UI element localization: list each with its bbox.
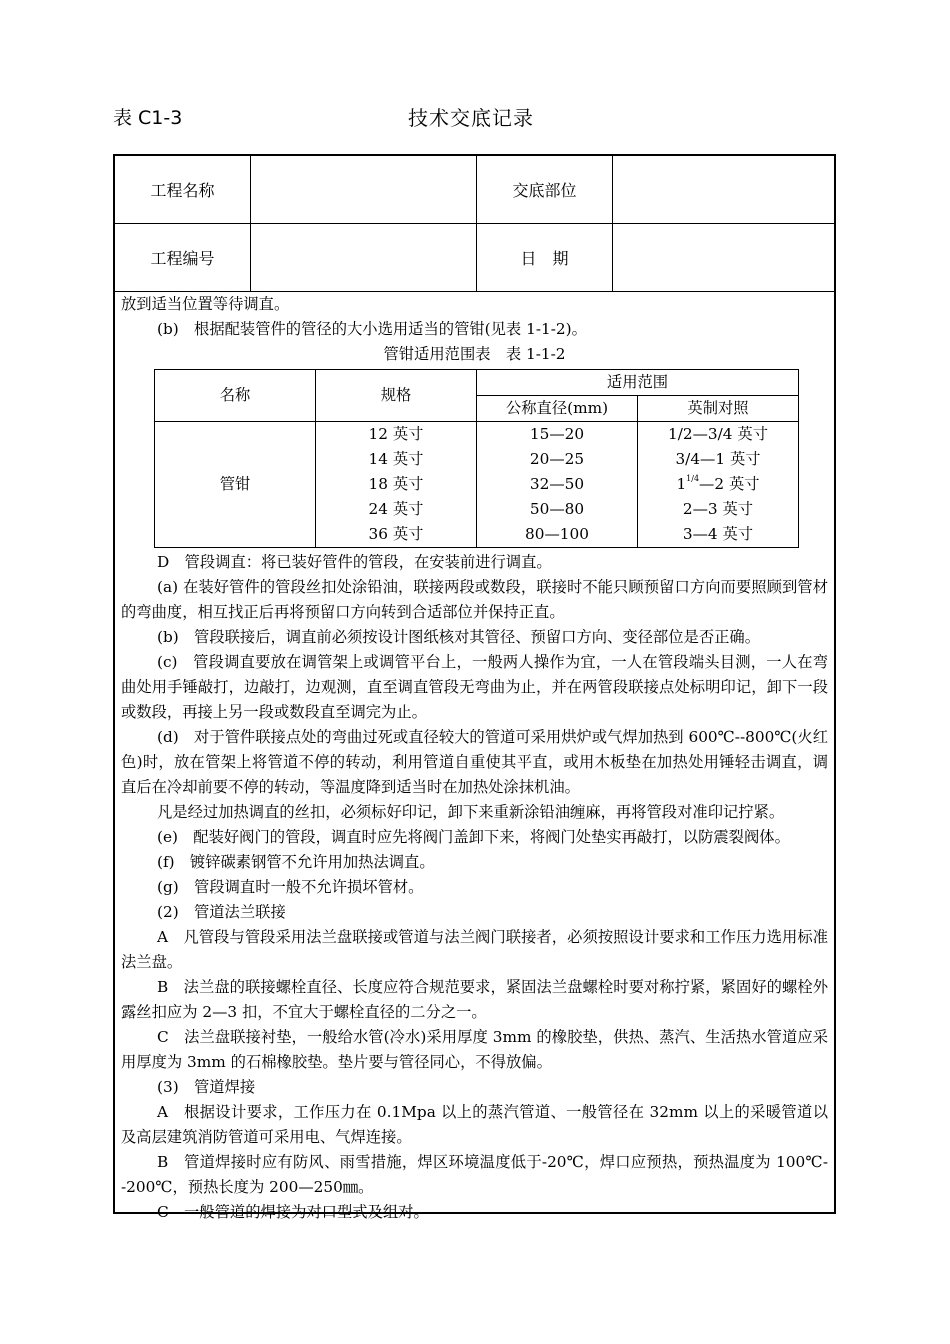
content-area	[115, 292, 834, 1225]
record-frame	[113, 154, 836, 1221]
table-caption: 管钳适用范围表 表 1-1-2	[383, 345, 566, 363]
paragraph: 凡是经过加热调直的丝扣，必须标好印记，卸下来重新涂铅油缠麻，再将管段对准印记拧紧。	[157, 803, 785, 821]
col-header-spec: 规格	[316, 370, 477, 422]
project-no-label: 工程编号	[150, 249, 215, 268]
col-header-name: 名称	[155, 370, 316, 422]
inch-cell: 3/4—1 英寸	[638, 447, 799, 472]
inch-fraction: 1/4	[686, 474, 700, 483]
paragraph: A 凡管段与管段采用法兰盘联接或管道与法兰阀门联接者，必须按照设计要求和工作压力选用标准法兰盘。	[121, 928, 828, 971]
paragraph: (c) 管段调直要放在调管架上或调管平台上，一般两人操作为宜，一人在管段端头目测，一人在弯曲处用手锤敲打，边敲打，边观测，直至调直管段无弯曲为止，并在两管段联接点处标明印记，卸下一段或数段，再接上另一段或数段直至调完为止。	[121, 653, 828, 721]
paragraph: C 一般管道的焊接为对口型式及组对。	[157, 1203, 429, 1221]
diameter-cell: 20—25	[477, 447, 638, 472]
diameter-cell: 15—20	[477, 422, 638, 448]
diameter-cell: 32—50	[477, 472, 638, 497]
paragraph: (d) 对于管件联接点处的弯曲过死或直径较大的管道可采用烘炉或气焊加热到 600℃--800℃(火红色)时，放在管架上将管道不停的转动，利用管道自重使其平直，或用木板垫在加热处用锤轻击调直，调直后在冷却前要不停的转动，等温度降到适当时在加热处涂抹机油。	[121, 728, 828, 796]
inch-cell: 2—3 英寸	[638, 497, 799, 522]
spec-cell: 24 英寸	[316, 497, 477, 522]
project-name-field[interactable]	[251, 156, 476, 223]
paragraph: (e) 配装好阀门的管段，调直时应先将阀门盖卸下来，将阀门处垫实再敲打，以防震裂阀体。	[157, 828, 790, 846]
diameter-cell: 50—80	[477, 497, 638, 522]
diameter-cell: 80—100	[477, 522, 638, 548]
inch-cell	[638, 472, 799, 497]
inch-rest: —2 英寸	[699, 475, 760, 493]
col-header-range: 适用范围	[477, 370, 799, 396]
paragraph: B 法兰盘的联接螺栓直径、长度应符合规范要求，紧固法兰盘螺栓时要对称拧紧，紧固好的螺栓外露丝扣应为 2—3 扣，不宜大于螺栓直径的二分之一。	[121, 978, 828, 1021]
paragraph: C 法兰盘联接衬垫，一般给水管(冷水)采用厚度 3mm 的橡胶垫，供热、蒸汽、生活热水管道应采用厚度为 3mm 的石棉橡胶垫。垫片要与管径同心，不得放偏。	[121, 1028, 828, 1071]
spec-cell: 36 英寸	[316, 522, 477, 548]
paragraph: (b) 根据配装管件的管径的大小选用适当的管钳(见表 1-1-2)。	[157, 320, 587, 338]
paragraph: D 管段调直：将已装好管件的管段，在安装前进行调直。	[157, 553, 552, 571]
paragraph: A 根据设计要求，工作压力在 0.1Mpa 以上的蒸汽管道、一般管径在 32mm 以上的采暖管道以及高层建筑消防管道可采用电、气焊连接。	[121, 1103, 828, 1146]
section-heading: (3) 管道焊接	[157, 1078, 256, 1096]
paragraph: (a) 在装好管件的管段丝扣处涂铅油，联接两段或数段，联接时不能只顾预留口方向而要照顾到管材的弯曲度，相互找正后再将预留口方向转到合适部位并保持正直。	[121, 578, 828, 621]
date-label: 日 期	[520, 249, 569, 268]
col-header-diameter: 公称直径(mm)	[477, 396, 638, 422]
paragraph: (b) 管段联接后，调直前必须按设计图纸核对其管径、预留口方向、变径部位是否正确。	[157, 628, 761, 646]
location-field[interactable]	[613, 156, 834, 223]
paragraph: 放到适当位置等待调直。	[121, 295, 290, 313]
inch-cell: 3—4 英寸	[638, 522, 799, 548]
spec-cell: 14 英寸	[316, 447, 477, 472]
document-title: 技术交底记录	[408, 106, 534, 130]
spec-cell: 12 英寸	[316, 422, 477, 448]
project-name-label: 工程名称	[150, 181, 215, 200]
location-label: 交底部位	[512, 181, 577, 200]
inch-whole: 1	[676, 475, 687, 493]
paragraph: (g) 管段调直时一般不允许损坏管材。	[157, 878, 424, 896]
section-heading: (2) 管道法兰联接	[157, 903, 286, 921]
inch-cell: 1/2—3/4 英寸	[638, 422, 799, 448]
col-header-inch: 英制对照	[638, 396, 799, 422]
pipe-wrench-table	[154, 369, 799, 548]
spec-cell: 18 英寸	[316, 472, 477, 497]
paragraph: B 管道焊接时应有防风、雨雪措施，焊区环境温度低于-20℃，焊口应预热，预热温度为 100℃--200℃，预热长度为 200—250㎜。	[121, 1153, 828, 1196]
project-no-field[interactable]	[251, 224, 476, 291]
form-number: 表 C1-3	[113, 107, 183, 129]
tool-name-cell: 管钳	[155, 422, 316, 548]
paragraph: (f) 镀锌碳素钢管不允许用加热法调直。	[157, 853, 435, 871]
date-field[interactable]	[613, 224, 834, 291]
